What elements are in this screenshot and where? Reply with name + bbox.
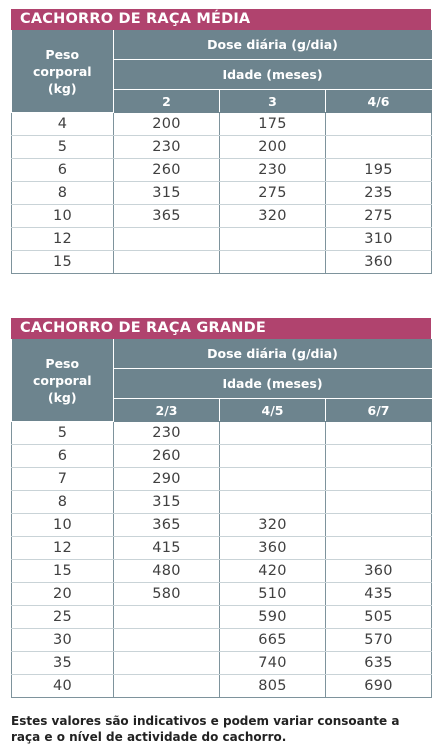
dose-cell: 230	[114, 136, 220, 159]
weight-cell: 25	[12, 606, 114, 629]
table-row	[12, 560, 432, 583]
dose-cell: 480	[114, 560, 220, 583]
dose-cell: 690	[326, 675, 432, 698]
table-row	[12, 159, 432, 182]
weight-header-line: corporal	[32, 372, 92, 388]
dose-cell	[114, 606, 220, 629]
weight-cell: 8	[12, 491, 114, 514]
dose-cell: 635	[326, 652, 432, 675]
age-column-header: 2/3	[114, 399, 220, 422]
dose-cell: 275	[326, 205, 432, 228]
age-header: Idade (meses)	[114, 369, 432, 399]
weight-header-line: Peso	[45, 46, 80, 62]
dose-cell: 365	[114, 205, 220, 228]
dose-cell	[114, 629, 220, 652]
dose-cell	[326, 491, 432, 514]
dose-cell: 360	[326, 560, 432, 583]
table-row	[12, 583, 432, 606]
weight-cell: 6	[12, 445, 114, 468]
dose-cell	[114, 251, 220, 274]
dose-cell: 415	[114, 537, 220, 560]
weight-cell: 7	[12, 468, 114, 491]
dose-cell	[220, 251, 326, 274]
weight-header-line: (kg)	[47, 389, 77, 405]
disclaimer-note	[11, 714, 436, 745]
dose-cell: 590	[220, 606, 326, 629]
table-row	[12, 136, 432, 159]
weight-cell: 4	[12, 113, 114, 136]
dose-cell	[220, 491, 326, 514]
dose-cell: 200	[220, 136, 326, 159]
weight-header-line: corporal	[32, 63, 92, 79]
age-header: Idade (meses)	[114, 60, 432, 90]
medium-breed-section	[11, 9, 431, 274]
age-column-header: 6/7	[326, 399, 432, 422]
weight-cell: 40	[12, 675, 114, 698]
table-row	[12, 537, 432, 560]
age-column-header: 2	[114, 90, 220, 113]
dose-cell	[326, 514, 432, 537]
dose-cell	[326, 422, 432, 445]
large-breed-table	[11, 339, 432, 698]
dose-cell	[220, 445, 326, 468]
table-row	[12, 652, 432, 675]
table-row	[12, 422, 432, 445]
dose-cell: 315	[114, 491, 220, 514]
large-breed-rows	[12, 422, 432, 698]
dose-cell	[220, 422, 326, 445]
dose-cell	[220, 468, 326, 491]
weight-cell: 8	[12, 182, 114, 205]
dose-cell: 320	[220, 205, 326, 228]
weight-header	[12, 339, 114, 422]
dose-cell: 260	[114, 445, 220, 468]
table-row	[12, 182, 432, 205]
dose-cell: 510	[220, 583, 326, 606]
dose-cell: 200	[114, 113, 220, 136]
weight-header-line: (kg)	[47, 80, 77, 96]
weight-cell: 12	[12, 228, 114, 251]
dose-header: Dose diária (g/dia)	[114, 30, 432, 60]
large-breed-section	[11, 318, 431, 698]
dose-cell: 320	[220, 514, 326, 537]
dose-cell: 570	[326, 629, 432, 652]
age-column-header: 4/5	[220, 399, 326, 422]
weight-cell: 15	[12, 560, 114, 583]
dose-cell	[220, 228, 326, 251]
weight-cell: 5	[12, 422, 114, 445]
dose-cell	[326, 445, 432, 468]
dose-cell: 580	[114, 583, 220, 606]
medium-breed-rows	[12, 113, 432, 274]
weight-cell: 30	[12, 629, 114, 652]
dose-cell: 175	[220, 113, 326, 136]
dose-cell	[326, 468, 432, 491]
dose-cell: 275	[220, 182, 326, 205]
dose-cell	[326, 537, 432, 560]
dose-cell: 505	[326, 606, 432, 629]
age-column-header: 3	[220, 90, 326, 113]
dose-cell	[114, 675, 220, 698]
dose-cell: 260	[114, 159, 220, 182]
dose-cell: 740	[220, 652, 326, 675]
table-row	[12, 468, 432, 491]
weight-cell: 6	[12, 159, 114, 182]
dose-cell: 435	[326, 583, 432, 606]
table-row	[12, 205, 432, 228]
table-row	[12, 514, 432, 537]
dose-cell: 230	[220, 159, 326, 182]
dose-cell	[114, 652, 220, 675]
weight-cell: 15	[12, 251, 114, 274]
dose-cell: 235	[326, 182, 432, 205]
dose-cell: 665	[220, 629, 326, 652]
dose-cell: 195	[326, 159, 432, 182]
section-title-large: CACHORRO DE RAÇA GRANDE	[11, 318, 431, 339]
dose-cell: 290	[114, 468, 220, 491]
dose-cell	[326, 113, 432, 136]
medium-breed-table	[11, 30, 432, 274]
weight-cell: 10	[12, 205, 114, 228]
dose-cell: 360	[220, 537, 326, 560]
dose-cell: 310	[326, 228, 432, 251]
weight-cell: 35	[12, 652, 114, 675]
dose-cell: 315	[114, 182, 220, 205]
note-line: Estes valores são indicativos e podem variar consoante a	[11, 714, 400, 728]
table-row	[12, 251, 432, 274]
weight-cell: 12	[12, 537, 114, 560]
table-row	[12, 445, 432, 468]
weight-header	[12, 30, 114, 113]
table-row	[12, 675, 432, 698]
age-column-header: 4/6	[326, 90, 432, 113]
dose-cell: 230	[114, 422, 220, 445]
weight-cell: 10	[12, 514, 114, 537]
dose-cell	[326, 136, 432, 159]
dose-cell: 805	[220, 675, 326, 698]
table-row	[12, 228, 432, 251]
weight-cell: 5	[12, 136, 114, 159]
weight-cell: 20	[12, 583, 114, 606]
dose-cell: 365	[114, 514, 220, 537]
dose-cell	[114, 228, 220, 251]
dose-cell: 360	[326, 251, 432, 274]
note-line: raça e o nível de actividade do cachorro.	[11, 729, 287, 744]
table-row	[12, 491, 432, 514]
dose-header: Dose diária (g/dia)	[114, 339, 432, 369]
table-row	[12, 113, 432, 136]
table-row	[12, 629, 432, 652]
dose-cell: 420	[220, 560, 326, 583]
table-row	[12, 606, 432, 629]
section-title-medium: CACHORRO DE RAÇA MÉDIA	[11, 9, 431, 30]
weight-header-line: Peso	[45, 355, 80, 371]
